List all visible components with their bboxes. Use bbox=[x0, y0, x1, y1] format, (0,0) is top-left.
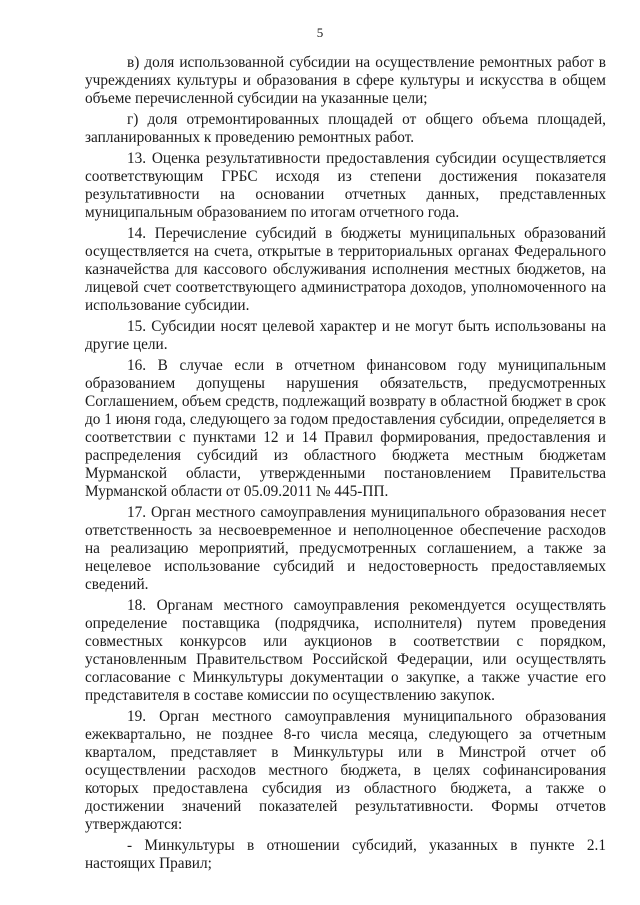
paragraph-v: в) доля использованной субсидии на осуществление ремонтных работ в учреждениях культуры и образования в сфере культуры и искусства в общем объеме перечисленной субсидии на указанные цели; bbox=[85, 54, 606, 107]
paragraph-19: 19. Орган местного самоуправления муниципального образования ежеквартально, не позднее 8-го числа месяца, следующего за отчетным кварталом, представляет в Минкультуры или в Минстрой отчет об осуществлении расходов местного бюджета, в целях софинансирования которых предоставлена субсидия из областного бюджета, а также о достижении значений показателей результативности. Формы отчетов утверждаются: bbox=[85, 708, 606, 833]
paragraph-16: 16. В случае если в отчетном финансовом году муниципальным образованием допущены нарушения обязательств, предусмотренных Соглашением, объем средств, подлежащий возврату в областной бюджет в срок до 1 июня года, следующего за годом предоставления субсидии, определяется в соответствии с пунктами 12 и 14 Правил формирования, предоставления и распределения субсидий из областного бюджета местным бюджетам Мурманской области, утвержденными постановлением Правительства Мурманской области от 05.09.2011 № 445-ПП. bbox=[85, 357, 606, 500]
paragraph-g: г) доля отремонтированных площадей от общего объема площадей, запланированных к проведению ремонтных работ. bbox=[85, 111, 606, 146]
paragraph-17: 17. Орган местного самоуправления муниципального образования несет ответственность за несвоевременное и неполноценное обеспечение расходов на реализацию мероприятий, предусмотренных соглашением, а также за нецелевое использование субсидий и недостоверность предоставляемых сведений. bbox=[85, 504, 606, 593]
paragraph-15: 15. Субсидии носят целевой характер и не могут быть использованы на другие цели. bbox=[85, 318, 606, 353]
page-number: 5 bbox=[316, 25, 324, 40]
paragraph-18: 18. Органам местного самоуправления рекомендуется осуществлять определение поставщика (подрядчика, исполнителя) путем проведения совместных конкурсов или аукционов в соответствии с порядком, установленным Правительством Российской Федерации, или осуществлять согласование с Минкультуры документации о закупке, а также участие его представителя в составе комиссии по осуществлению закупок. bbox=[85, 597, 606, 704]
list-item-minkultury: - Минкультуры в отношении субсидий, указанных в пункте 2.1 настоящих Правил; bbox=[85, 837, 606, 872]
document-body bbox=[85, 54, 606, 876]
paragraph-13: 13. Оценка результативности предоставления субсидии осуществляется соответствующим ГРБС исходя из степени достижения показателя результативности на основании отчетных данных, представленных муниципальным образованием по итогам отчетного года. bbox=[85, 150, 606, 221]
paragraph-14: 14. Перечисление субсидий в бюджеты муниципальных образований осуществляется на счета, открытые в территориальных органах Федерального казначейства для кассового обслуживания исполнения местных бюджетов, на лицевой счет соответствующего администратора доходов, уполномоченного на использование субсидии. bbox=[85, 225, 606, 314]
